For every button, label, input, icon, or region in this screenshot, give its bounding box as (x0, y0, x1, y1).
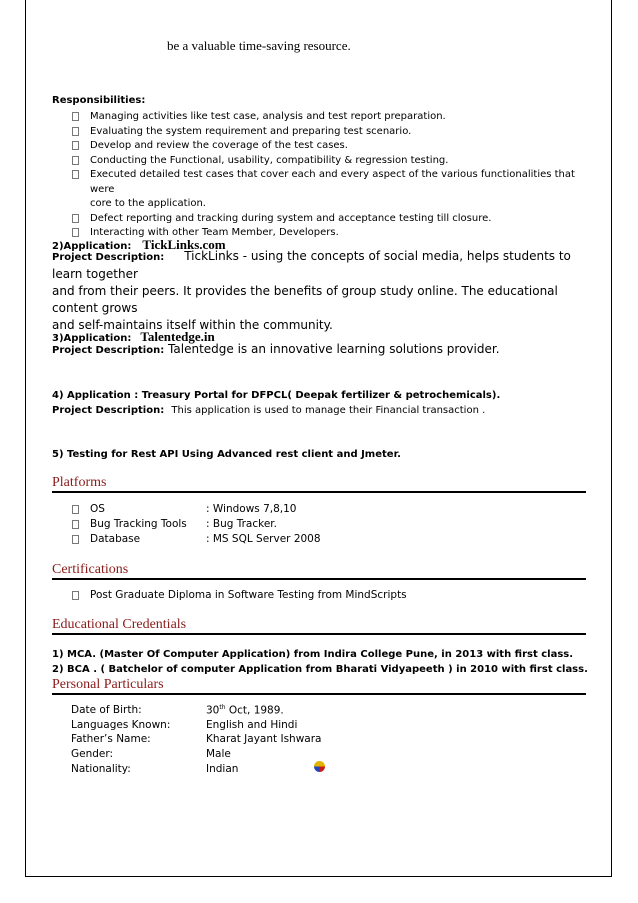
bullet-icon (72, 520, 79, 529)
platforms-divider (52, 491, 586, 493)
intro-line: be a valuable time-saving resource. (167, 38, 351, 53)
app2-description: Project Description: TickLinks - using the concepts of social media, helps students to learn together and from their peers. It provides the benefits of group study online. The educational content grows and self-maintains itself within the community. (52, 249, 571, 332)
app4-description: Project Description: This application is used to manage their Financial transaction . (52, 405, 486, 416)
education-divider (52, 633, 586, 635)
languages-label: Languages Known: (71, 719, 171, 731)
father-name-label: Father’s Name: (71, 733, 151, 745)
list-item-continuation: core to the application. (90, 198, 206, 209)
education-line: 2) BCA . ( Batchelor of computer Application from Bharati Vidyapeeth ) in 2010 with first class. (52, 664, 588, 675)
dob-value: 30th Oct, 1989. (206, 704, 284, 717)
nationality-label: Nationality: (71, 763, 131, 775)
platforms-title: Platforms (52, 475, 107, 490)
app2-heading: 2)Application: TickLinks.com (52, 237, 226, 252)
certification-item: Post Graduate Diploma in Software Testing from MindScripts (72, 589, 407, 601)
responsibilities-list (72, 110, 592, 241)
bullet-icon (72, 156, 79, 165)
bullet-icon (72, 112, 79, 121)
list-item: Develop and review the coverage of the test cases. (72, 139, 592, 154)
app3-heading: 3)Application: Talentedge.in (52, 329, 215, 344)
personal-title: Personal Particulars (52, 677, 164, 692)
app5-heading: 5) Testing for Rest API Using Advanced rest client and Jmeter. (52, 449, 401, 460)
dob-label: Date of Birth: (71, 704, 142, 716)
personal-divider (52, 693, 586, 695)
app4-heading: 4) Application : Treasury Portal for DFPCL( Deepak fertilizer & petrochemicals). (52, 390, 501, 401)
list-item: Conducting the Functional, usability, compatibility & regression testing. (72, 154, 592, 169)
platform-value: : MS SQL Server 2008 (206, 533, 321, 545)
list-item: Defect reporting and tracking during system and acceptance testing till closure. (72, 212, 592, 227)
list-item: Evaluating the system requirement and preparing test scenario. (72, 125, 592, 140)
responsibilities-heading: Responsibilities: (52, 95, 146, 106)
gender-value: Male (206, 748, 231, 760)
bullet-icon (72, 505, 79, 514)
bullet-icon (72, 591, 79, 600)
app2-name: TickLinks.com (142, 237, 226, 252)
bullet-icon (72, 127, 79, 136)
platform-value: : Bug Tracker. (206, 518, 277, 530)
bullet-icon (72, 170, 79, 179)
list-item: Managing activities like test case, analysis and test report preparation. (72, 110, 592, 125)
certifications-title: Certifications (52, 562, 129, 577)
platform-row: Bug Tracking Tools (72, 518, 187, 530)
platform-row: Database (72, 533, 140, 545)
languages-value: English and Hindi (206, 719, 298, 731)
bullet-icon (72, 214, 79, 223)
app3-description: Project Description: Talentedge is an innovative learning solutions provider. (52, 342, 500, 356)
father-name-value: Kharat Jayant Ishwara (206, 733, 322, 745)
education-title: Educational Credentials (52, 617, 187, 632)
nationality-value: Indian (206, 763, 239, 775)
platform-row: OS (72, 503, 105, 515)
bullet-icon (72, 141, 79, 150)
bullet-icon (72, 535, 79, 544)
logo-icon (314, 761, 325, 772)
app3-name: Talentedge.in (140, 329, 215, 344)
list-item: Interacting with other Team Member, Developers. (72, 226, 592, 241)
education-line: 1) MCA. (Master Of Computer Application) from Indira College Pune, in 2013 with first class. (52, 649, 574, 660)
list-item: Executed detailed test cases that cover each and every aspect of the various functionalities that were (72, 168, 592, 197)
certifications-divider (52, 578, 586, 580)
gender-label: Gender: (71, 748, 114, 760)
platform-value: : Windows 7,8,10 (206, 503, 297, 515)
